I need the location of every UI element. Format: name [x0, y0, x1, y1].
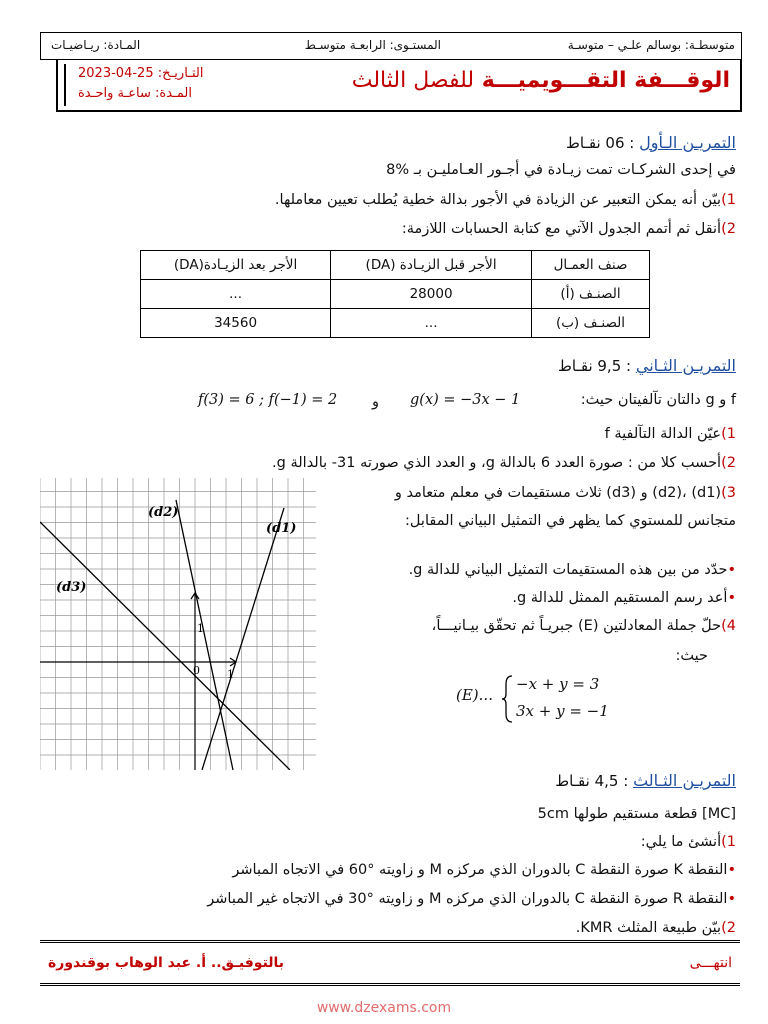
level: المستـوى: الرابعـة متوسـط — [304, 38, 441, 52]
ex2-bullet-2 — [512, 590, 736, 606]
table-header: الأجر بعد الزيـادة(DA) — [141, 251, 331, 280]
label-d2: (d2) — [148, 505, 179, 520]
ex2-intro — [581, 392, 736, 408]
wages-table — [140, 250, 650, 338]
table-row — [141, 309, 650, 338]
ex1-q2-text: أنقل ثم أتمم الجدول الآتي مع كتابة الحسابات اللازمة: — [401, 221, 722, 237]
ex1-q1-num: 1) — [721, 192, 736, 208]
table-cell: الصنـف (أ) — [532, 280, 650, 309]
ex3-q1-num: 1) — [721, 834, 736, 850]
ex1-q2 — [402, 221, 736, 237]
ex1-points: : 06 نقـاط — [566, 134, 635, 152]
coordinate-graph — [40, 478, 316, 770]
ex2-b1-text: حدّد من بين هذه المستقيمات التمثيل البياني للدالة g. — [408, 562, 728, 578]
ex3-q1-text: أنشئ ما يلي: — [640, 834, 722, 850]
table-cell: 28000 — [331, 280, 532, 309]
unit-x-label: 1 — [227, 668, 234, 681]
ex3-q2-text: بيّن طبيعة المثلث KMR. — [575, 920, 722, 936]
end-text: انتهـــى — [689, 955, 732, 971]
ex2-q3-num: 3) — [721, 485, 736, 501]
ex2-q4-text: حلّ جملة المعادلتين (E) جبريـاً ثم تحقّق بيـانيـــاً، — [431, 618, 722, 634]
f-definition: f(3) = 6 ; f(−1) = 2 — [198, 392, 338, 408]
bullet-icon: • — [727, 590, 736, 606]
ex1-q1-text: بيّن أنه يمكن التعبير عن الزيادة في الأجور بدالة خطية يُطلب تعيين معاملها. — [274, 192, 722, 208]
system-label: (E)... — [456, 686, 493, 704]
ex2-bullet-1 — [409, 562, 736, 578]
ex1-intro: في إحدى الشركـات تمت زيـادة في أجـور العـامليـن بـ %8 — [386, 162, 736, 178]
line-d1 — [202, 508, 284, 770]
ex2-q2-num: 2) — [721, 455, 736, 471]
and-word: و — [372, 394, 380, 410]
school-name: متوسطـة: بوسالم علـي – متوسـة — [567, 38, 735, 52]
header-title-box — [56, 60, 742, 112]
table-header: الأجر قبل الزيـادة (DA) — [331, 251, 532, 280]
equation-2: 3x + y = −1 — [516, 702, 609, 720]
ex1-q1 — [275, 192, 736, 208]
label-d3: (d3) — [56, 580, 87, 595]
ex3-intro: [MC] قطعة مستقيم طولها 5cm — [537, 806, 736, 822]
line-d2 — [176, 500, 233, 770]
ex2-q2 — [272, 455, 736, 471]
table-cell: ... — [331, 309, 532, 338]
label-d1: (d1) — [266, 521, 297, 536]
watermark: www.dzexams.com — [316, 1000, 452, 1016]
ex3-points: : 4,5 نقـاط — [555, 772, 629, 790]
title-main: الوقـــفة التقـــويميـــة — [481, 68, 730, 93]
ex3-bullet-1 — [232, 862, 736, 878]
ex2-q3b: متجانس للمستوي كما يظهر في التمثيل البياني المقابل: — [405, 513, 736, 529]
header-info-bar — [40, 32, 742, 60]
origin-label: 0 — [193, 664, 200, 677]
bullet-icon: • — [727, 891, 736, 907]
ex2-q3-text: (d1) ،(d2) و (d3) ثلاث مستقيمات في معلم متعامد و — [394, 485, 722, 501]
title-sub: للفصل الثالث — [351, 68, 475, 93]
ex1-heading — [566, 133, 736, 152]
table-row — [141, 280, 650, 309]
g-definition: g(x) = −3x − 1 — [410, 392, 521, 408]
ex2-points: : 9,5 نقـاط — [558, 357, 632, 375]
footer — [40, 940, 740, 986]
table-cell: الصنـف (ب) — [532, 309, 650, 338]
ex1-title: التمريـن الـأول — [639, 133, 736, 152]
ex3-title: التمريـن الثـالث — [633, 771, 736, 790]
ex2-q1 — [605, 426, 736, 442]
unit-y-label: 1 — [197, 622, 204, 635]
bullet-icon: • — [727, 562, 736, 578]
ex2-q1-num: 1) — [721, 426, 736, 442]
ex2-q4 — [432, 618, 736, 634]
ex3-q2-num: 2) — [721, 920, 736, 936]
table-header: صنف العمـال — [532, 251, 650, 280]
ex2-b2-text: أعد رسم المستقيم الممثل للدالة g. — [512, 590, 728, 606]
table-row — [141, 251, 650, 280]
line-d3 — [40, 522, 290, 770]
brace-icon — [500, 674, 514, 724]
ex2-title: التمريـن الثـاني — [635, 356, 736, 375]
date-box — [64, 64, 206, 106]
ex2-intro-text: f و g دالتان تآلفيتان حيث: — [580, 392, 736, 408]
page-title — [352, 68, 730, 93]
ex3-b2-text: النقطة R صورة النقطة C بالدوران الذي مركزه M و زاويته °30 في الاتجاه غير المباشر — [207, 891, 728, 907]
ex2-q4b: حيث: — [675, 648, 708, 664]
ex3-q2 — [576, 920, 736, 936]
ex2-heading — [558, 356, 736, 375]
table-cell: ... — [141, 280, 331, 309]
ex2-q1-text: عيّن الدالة التآلفية f — [604, 426, 722, 442]
ex3-q1 — [641, 834, 736, 850]
teacher-signature: بالتوفيـق.. أ. عبد الوهاب بوقندورة — [48, 955, 285, 971]
ex3-bullet-2 — [207, 891, 736, 907]
bullet-icon: • — [727, 862, 736, 878]
equation-1: −x + y = 3 — [516, 675, 600, 693]
ex1-q2-num: 2) — [721, 221, 736, 237]
subject: المـادة: ريـاضيـات — [51, 38, 141, 52]
table-cell: 34560 — [141, 309, 331, 338]
ex2-q4-num: 4) — [721, 618, 736, 634]
ex2-q3 — [395, 485, 736, 501]
ex3-heading — [555, 771, 736, 790]
duration: المـدة: ساعـة واحـدة — [78, 86, 192, 101]
date: التـاريـخ: 25-04-2023 — [78, 66, 204, 81]
ex3-b1-text: النقطة K صورة النقطة C بالدوران الذي مركزه M و زاويته °60 في الاتجاه المباشر — [232, 862, 728, 878]
ex2-q2-text: أحسب كلا من : صورة العدد 6 بالدالة g، و العدد الذي صورته 31- بالدالة g. — [272, 455, 722, 471]
